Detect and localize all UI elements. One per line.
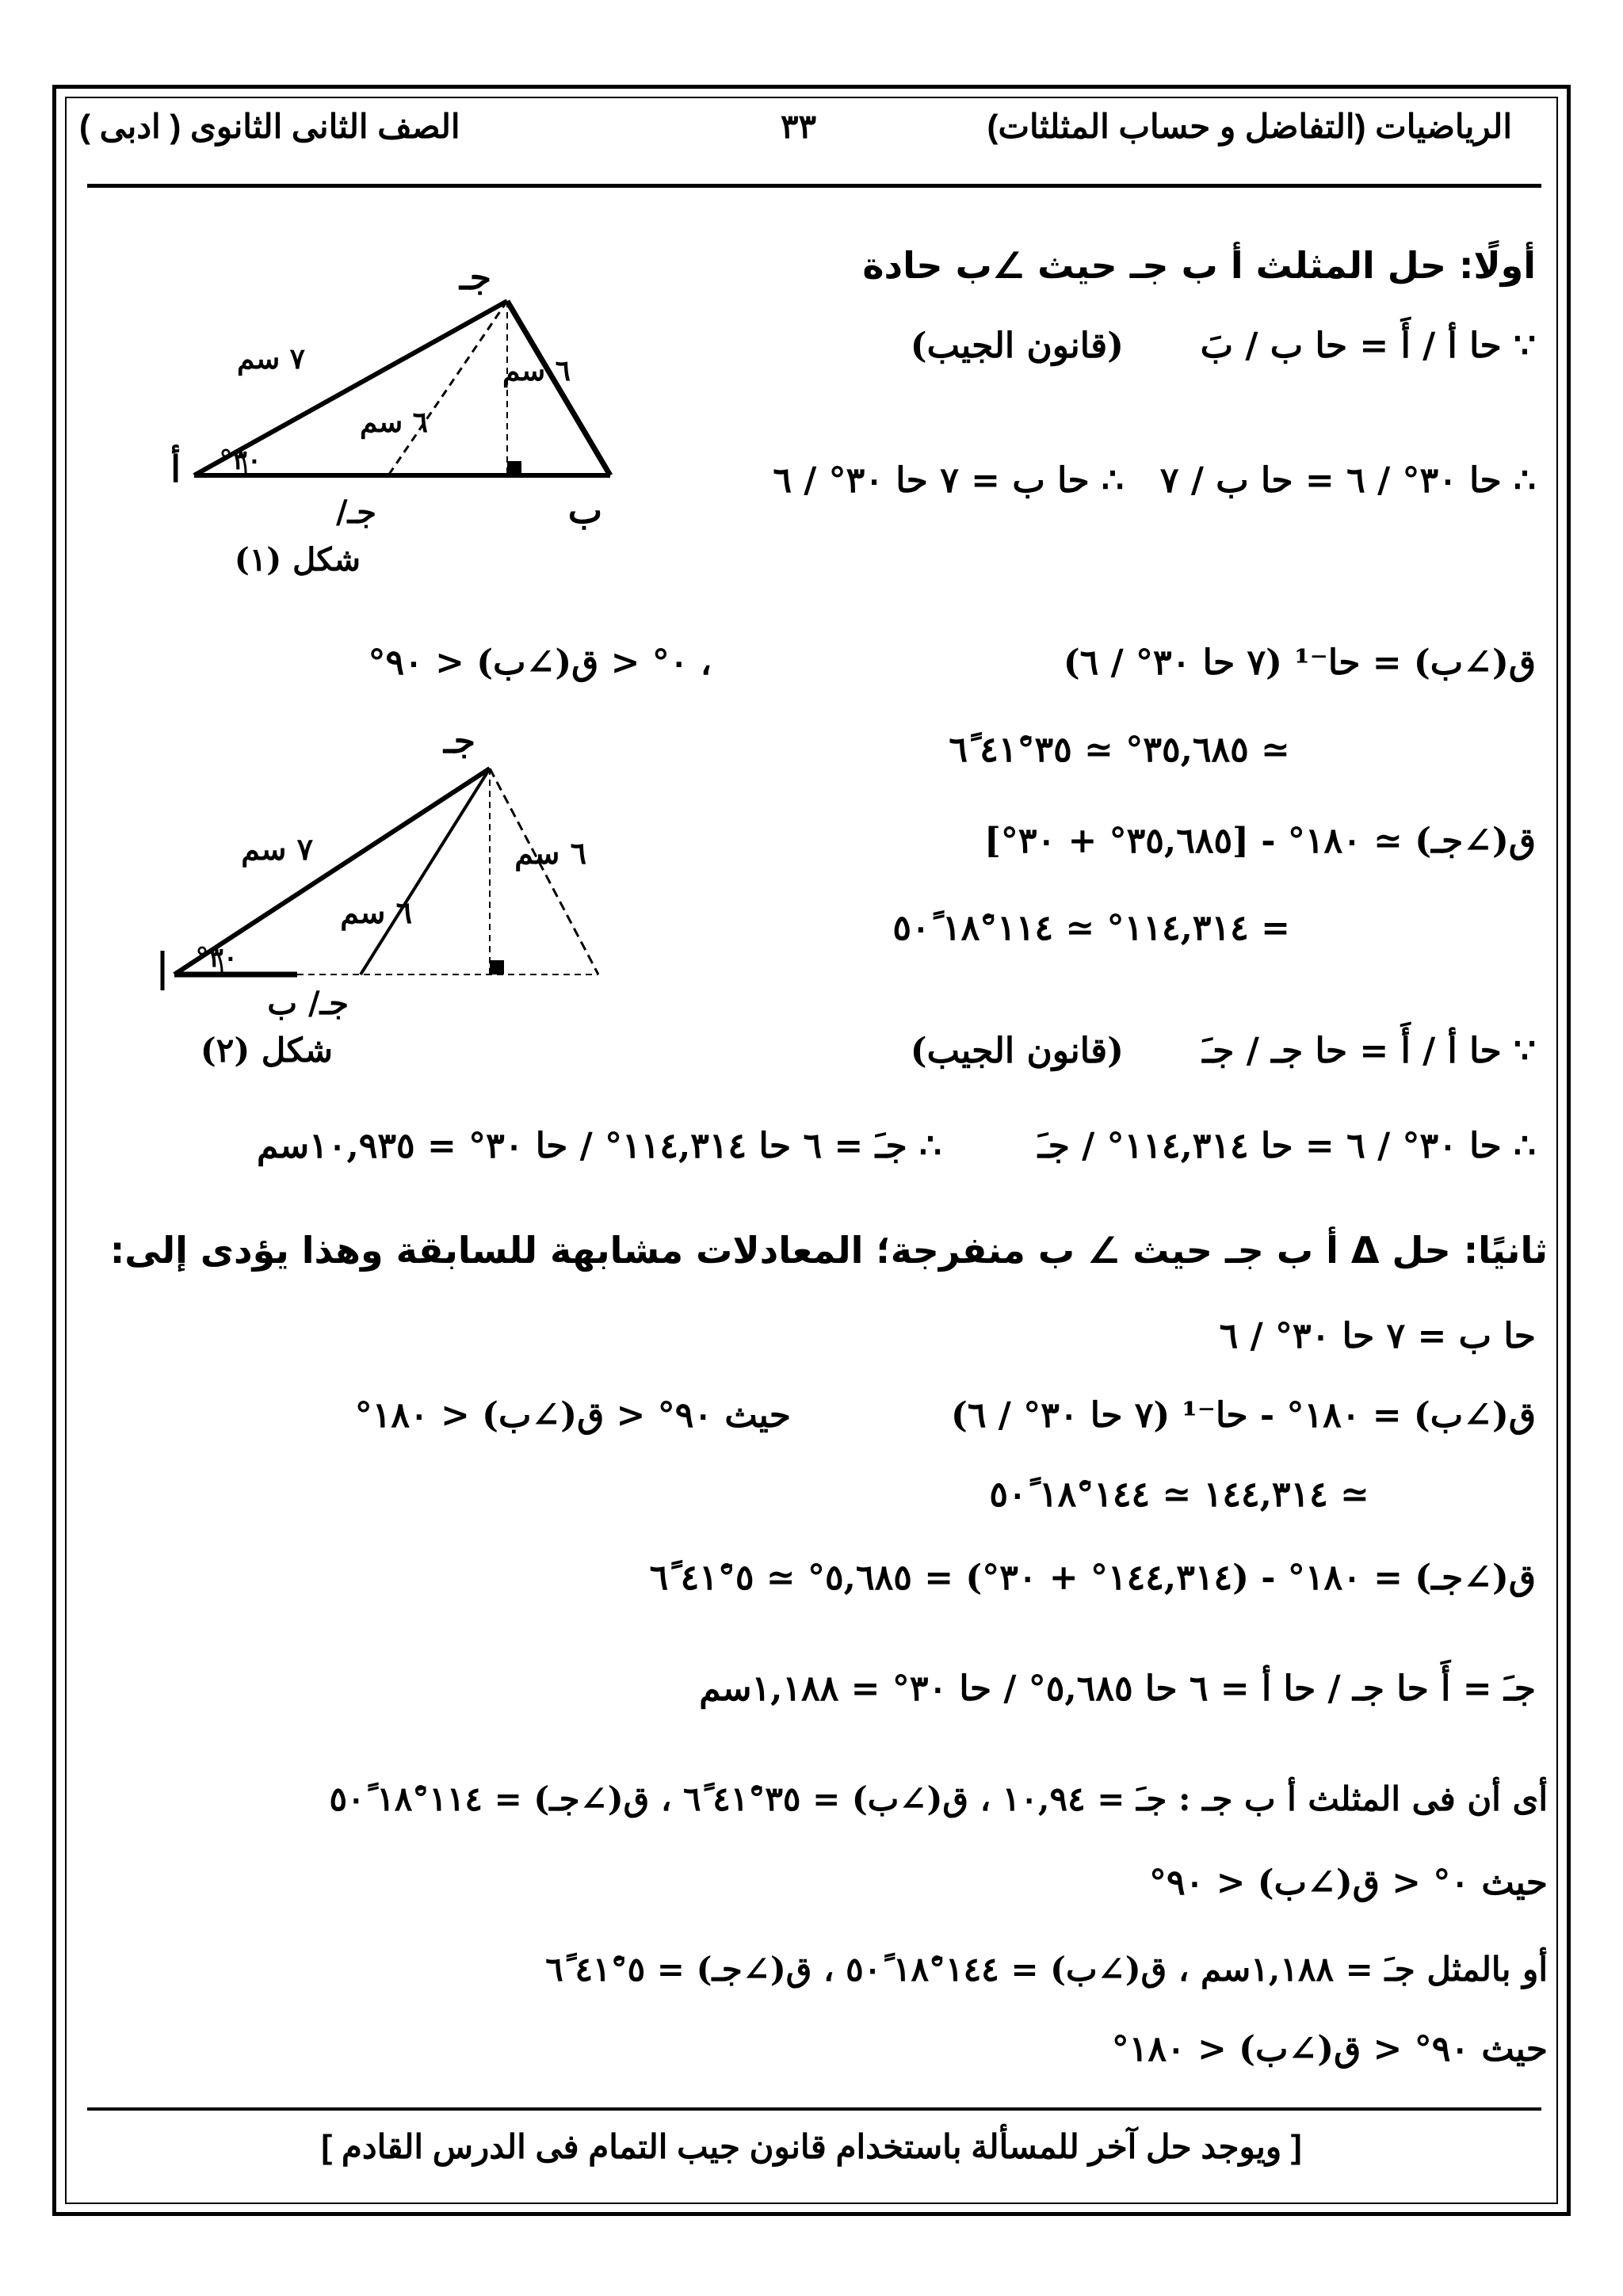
fig1-angle: ٣٠°	[219, 444, 262, 476]
part1-heading: أولًا: حل المثلث أ ب جـ حيث ∠ب حادة	[862, 244, 1536, 287]
fig1-label-a: أ	[170, 448, 181, 490]
part2-eq1: حا ب = ٧ حا ٣٠° / ٦	[1219, 1316, 1536, 1356]
summary-line1: أى أن فى المثلث أ ب جـ : جـَ = ١٠,٩٤ ، ق(∠ب) = ٣٥°٤١َ ٦ً ، ق(∠جـ) = ١١٤°١٨َ ٥٠ً	[329, 1779, 1548, 1818]
summary-line4: حيث ٩٠° < ق(∠ب) < ١٨٠°	[1111, 2029, 1548, 2069]
fig1-side-bc: ٦ سم	[502, 354, 571, 387]
fig2-side-mid: ٦ سم	[340, 894, 412, 930]
part1-law2: (قانون الجيب)	[910, 1031, 1124, 1071]
header-grade: الصف الثانى الثانوى ( ادبى )	[79, 108, 460, 145]
fig1-side-c2c: ٦ سم	[360, 406, 428, 439]
header-rule	[87, 184, 1541, 188]
fig2-side-ac: ٧ سم	[241, 831, 313, 867]
fig2-angle: ٣٠°	[195, 942, 238, 974]
fig2-side-bc: ٦ سم	[514, 835, 586, 871]
footer-rule	[87, 2107, 1541, 2111]
fig1-caption: شكل (١)	[234, 541, 361, 578]
figure-1-triangle	[158, 261, 729, 602]
part1-eq3: ق(∠ب) = حا⁻¹ (٧ حا ٣٠° / ٦)	[1063, 643, 1536, 683]
fig1-label-c2: جـ/	[335, 494, 376, 531]
part2-eq4: ق(∠جـ) = ١٨٠° - (١٤٤,٣١٤° + ٣٠°) = ٥,٦٨٥° ≃ ٥°٤١َ ٦ً	[649, 1558, 1536, 1598]
part2-heading: ثانيًا: حل Δ أ ب جـ حيث ∠ ب منفرجة؛ المعادلات مشابهة للسابقة وهذا يؤدى إلى:	[109, 1229, 1548, 1272]
footer-note: [ ويوجد حل آخر للمسألة باستخدام قانون جيب التمام فى الدرس القادم ]	[321, 2128, 1302, 2165]
part2-eq2b: حيث ٩٠° < ق(∠ب) < ١٨٠°	[354, 1395, 791, 1436]
part1-eq6: = ١١٤,٣١٤° ≃ ١١٤°١٨َ ٥٠ً	[892, 908, 1290, 948]
header-subject: الرياضيات (التفاضل و حساب المثلثات)	[987, 108, 1512, 145]
part1-eq2b: ∴ حا ب = ٧ حا ٣٠° / ٦	[773, 460, 1124, 501]
part2-eq5: جـَ = أَ حا جـ / حا أ = ٦ حا ٥,٦٨٥° / حا ٣٠° = ١,١٨٨سم	[699, 1669, 1536, 1709]
part1-law1: (قانون الجيب)	[910, 326, 1124, 366]
fig2-caption: شكل (٢)	[200, 1031, 333, 1070]
part1-eq2: ∴ حا ٣٠° / ٦ = حا ب / ٧	[1159, 460, 1536, 501]
fig2-label-b: جـ/ ب	[267, 985, 349, 1022]
part1-eq4: ≃ ٣٥,٦٨٥° ≃ ٣٥°٤١َ ٦ً	[949, 730, 1290, 770]
fig2-label-c: جـ	[443, 721, 475, 761]
part1-eq3b: ، ٠° < ق(∠ب) < ٩٠°	[368, 643, 712, 683]
summary-line2: حيث ٠° < ق(∠ب) < ٩٠°	[1149, 1863, 1548, 1903]
fig1-side-ac: ٧ سم	[237, 342, 305, 376]
figure-2-triangle	[158, 713, 729, 1093]
part1-eq7: ∵ حا أ / أَ = حا جـ / جـَ	[1202, 1031, 1536, 1071]
page-number: ٣٣	[781, 108, 817, 145]
fig1-label-c: جـ	[459, 261, 491, 298]
part2-eq3: ≃ ١٤٤,٣١٤ ≃ ١٤٤°١٨َ ٥٠ً	[989, 1474, 1369, 1515]
part2-eq2: ق(∠ب) = ١٨٠° - حا⁻¹ (٧ حا ٣٠° / ٦)	[951, 1395, 1536, 1436]
part1-eq8: ∴ حا ٣٠° / ٦ = حا ١١٤,٣١٤° / جـَ	[1037, 1126, 1536, 1166]
fig1-label-b: ب	[567, 489, 602, 532]
summary-line3: أو بالمثل جـَ = ١,١٨٨سم ، ق(∠ب) = ١٤٤°١٨َ ٥٠ً ، ق(∠جـ) = ٥°٤١َ ٦ً	[545, 1950, 1548, 1989]
part1-eq8b: ∴ جـَ = ٦ حا ١١٤,٣١٤° / حا ٣٠° = ١٠,٩٣٥سم	[257, 1126, 941, 1166]
part1-eq1: ∵ حا أ / أَ = حا ب / بَ	[1200, 326, 1536, 366]
part1-eq5: ق(∠جـ) ≃ ١٨٠° - [٣٥,٦٨٥° + ٣٠°]	[984, 821, 1536, 861]
